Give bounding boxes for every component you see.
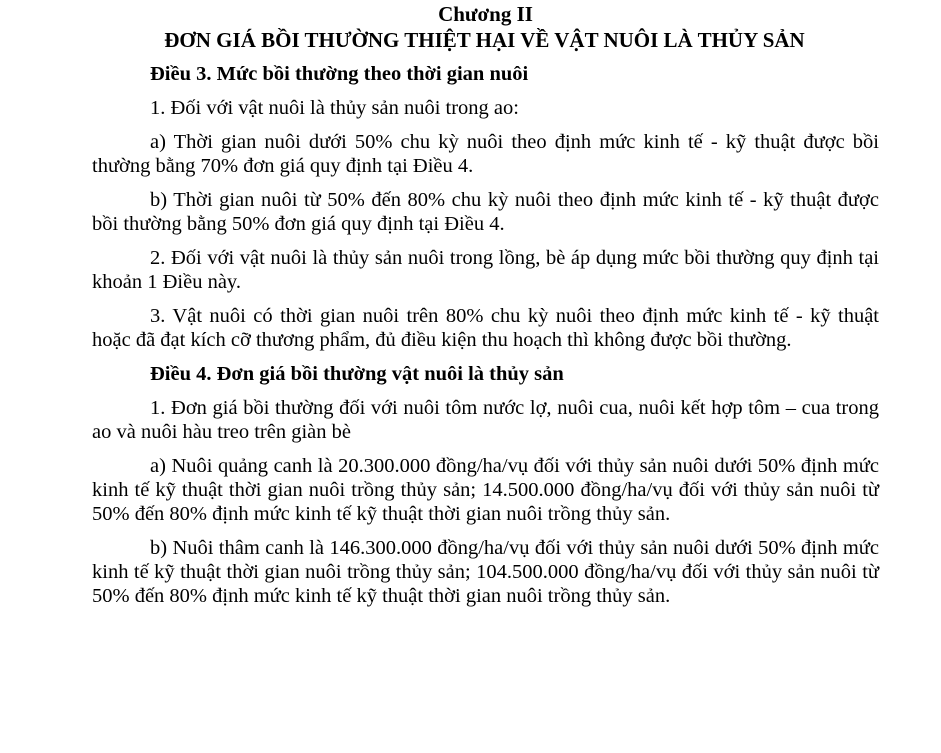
chapter-title: ĐƠN GIÁ BỒI THƯỜNG THIỆT HẠI VỀ VẬT NUÔI LÀ THỦY SẢN: [164, 28, 805, 52]
article-4-heading: Điều 4. Đơn giá bồi thường vật nuôi là thủy sản: [150, 363, 564, 385]
article-3-clause-1a: a) Thời gian nuôi dưới 50% chu kỳ nuôi theo định mức kinh tế - kỹ thuật được bồi thường bằng 70% đơn giá quy định tại Điều 4.: [92, 131, 879, 177]
article-3-clause-1b: b) Thời gian nuôi từ 50% đến 80% chu kỳ nuôi theo định mức kinh tế - kỹ thuật được bồi thường bằng 50% đơn giá quy định tại Điều 4.: [92, 189, 879, 235]
article-4-clause-1: 1. Đơn giá bồi thường đối với nuôi tôm nước lợ, nuôi cua, nuôi kết hợp tôm – cua trong ao và nuôi hàu treo trên giàn bè: [92, 397, 879, 443]
article-4-clause-1b: b) Nuôi thâm canh là 146.300.000 đồng/ha/vụ đối với thủy sản nuôi dưới 50% định mức kinh tế kỹ thuật thời gian nuôi trồng thủy sản; 104.500.000 đồng/ha/vụ đối với thủy sản nuôi từ 50% đến 80% định mức kinh tế kỹ thuật thời gian nuôi trồng thủy sản.: [92, 537, 879, 607]
article-3-clause-3: 3. Vật nuôi có thời gian nuôi trên 80% chu kỳ nuôi theo định mức kinh tế - kỹ thuật hoặc đã đạt kích cỡ thương phẩm, đủ điều kiện thu hoạch thì không được bồi thường.: [92, 305, 879, 351]
article-3-clause-1: 1. Đối với vật nuôi là thủy sản nuôi trong ao:: [150, 97, 519, 119]
article-3-heading: Điều 3. Mức bồi thường theo thời gian nuôi: [150, 63, 529, 85]
article-4-clause-1a: a) Nuôi quảng canh là 20.300.000 đồng/ha/vụ đối với thủy sản nuôi dưới 50% định mức kinh tế kỹ thuật thời gian nuôi trồng thủy sản; 14.500.000 đồng/ha/vụ đối với thủy sản nuôi từ 50% đến 80% định mức kinh tế kỹ thuật thời gian nuôi trồng thủy sản.: [92, 455, 879, 525]
chapter-number: Chương II: [438, 2, 533, 26]
article-3-clause-2: 2. Đối với vật nuôi là thủy sản nuôi trong lồng, bè áp dụng mức bồi thường quy định tại khoản 1 Điều này.: [92, 247, 879, 293]
